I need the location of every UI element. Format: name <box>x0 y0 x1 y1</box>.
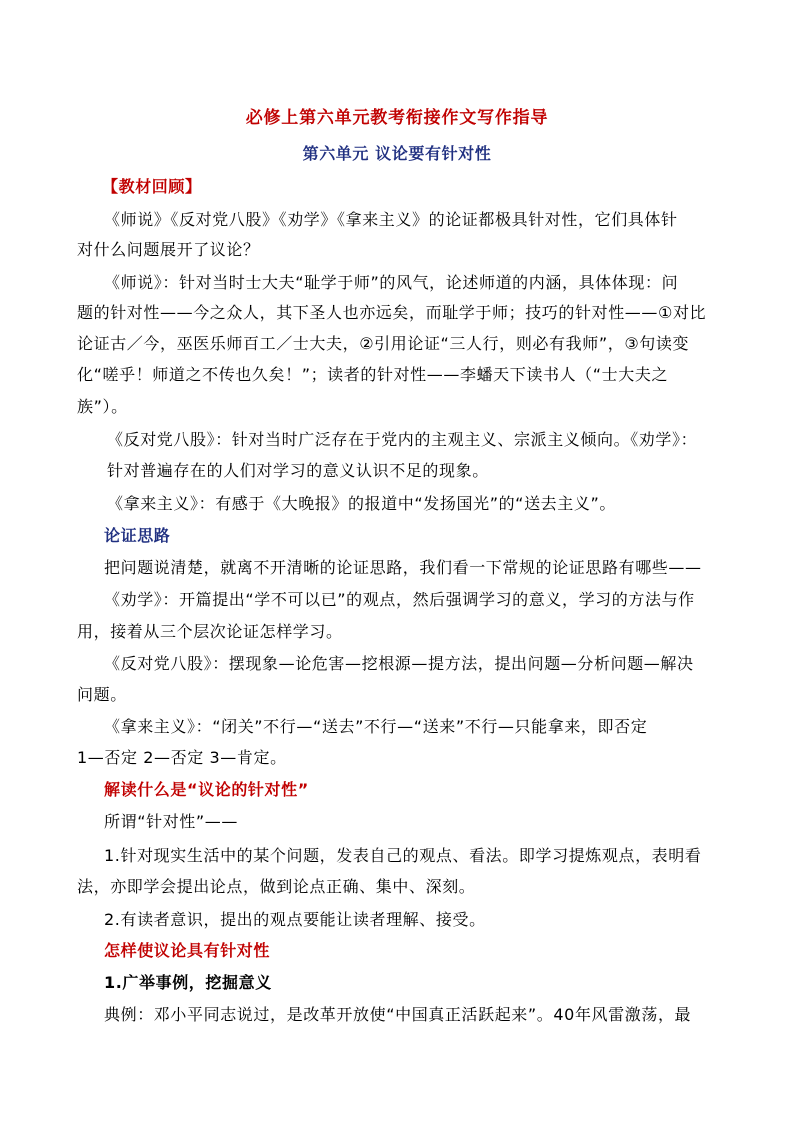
section-heading-argument-logic: 论证思路 <box>104 526 171 545</box>
paragraph-line: 《反对党八股》：针对当时广泛存在于党内的主观主义、宗派主义倾向。《劝学》： <box>107 430 698 449</box>
paragraph-line: 族”）。 <box>77 397 128 416</box>
paragraph-line: 《师说》《反对党八股》《劝学》《拿来主义》的论证都极具针对性，它们具体针 <box>104 210 678 229</box>
paragraph-line: 1.针对现实生活中的某个问题，发表自己的观点、看法。即学习提炼观点，表明看 <box>104 846 702 865</box>
document-title: 必修上第六单元教考衔接作文写作指导 <box>245 108 549 128</box>
document-subtitle: 第六单元 议论要有针对性 <box>302 144 492 163</box>
section-heading-interpretation: 解读什么是“议论的针对性” <box>104 780 309 799</box>
paragraph-line: 针对普遍存在的人们对学习的意义认识不足的现象。 <box>107 461 489 480</box>
paragraph-line: 把问题说清楚，就离不开清晰的论证思路，我们看一下常规的论证思路有哪些—— <box>104 558 702 577</box>
paragraph-line: 《反对党八股》：摆现象—论危害—挖根源—提方法，提出问题—分析问题—解决 <box>104 654 694 673</box>
paragraph-line: 1—否定 2—否定 3—肯定。 <box>77 748 287 767</box>
paragraph-line: 《拿来主义》：“闭关”不行—“送去”不行—“送来”不行—只能拿来，即否定 <box>104 717 648 736</box>
paragraph-line: 所谓“针对性”—— <box>104 812 238 831</box>
paragraph-line: 《拿来主义》：有感于《大晚报》的报道中“发扬国光”的“送去主义”。 <box>107 494 616 513</box>
paragraph-line: 用，接着从三个层次论证怎样学习。 <box>77 622 343 641</box>
section-heading-textbook-review: 【教材回顾】 <box>102 177 202 196</box>
paragraph-line: 化“嗟乎！师道之不传也久矣！”；读者的针对性——李蟠天下读书人（“士大夫之 <box>77 365 669 384</box>
paragraph-line: 问题。 <box>77 685 127 704</box>
paragraph-line: 论证古／今，巫医乐师百工／士大夫，②引用论证“三人行，则必有我师”，③句读变 <box>77 334 690 353</box>
paragraph-line: 题的针对性——今之众人，其下圣人也亦远矣，而耻学于师；技巧的针对性——①对比 <box>77 303 707 322</box>
paragraph-line: 2.有读者意识，提出的观点要能让读者理解、接受。 <box>104 910 486 929</box>
paragraph-line: 典例：邓小平同志说过，是改革开放使“中国真正活跃起来”。40年风雷激荡，最 <box>104 1005 692 1024</box>
section-heading-how-to: 怎样使议论具有针对性 <box>104 941 271 960</box>
paragraph-line: 法，亦即学会提出论点，做到论点正确、集中、深刻。 <box>77 877 476 896</box>
paragraph-line: 《劝学》：开篇提出“学不可以已”的观点，然后强调学习的意义，学习的方法与作 <box>104 590 695 609</box>
subheading-examples: 1.广举事例，挖掘意义 <box>104 973 272 992</box>
paragraph-line: 对什么问题展开了议论？ <box>77 240 260 259</box>
paragraph-line: 《师说》：针对当时士大夫“耻学于师”的风气，论述师道的内涵，具体体现：问 <box>104 273 679 292</box>
